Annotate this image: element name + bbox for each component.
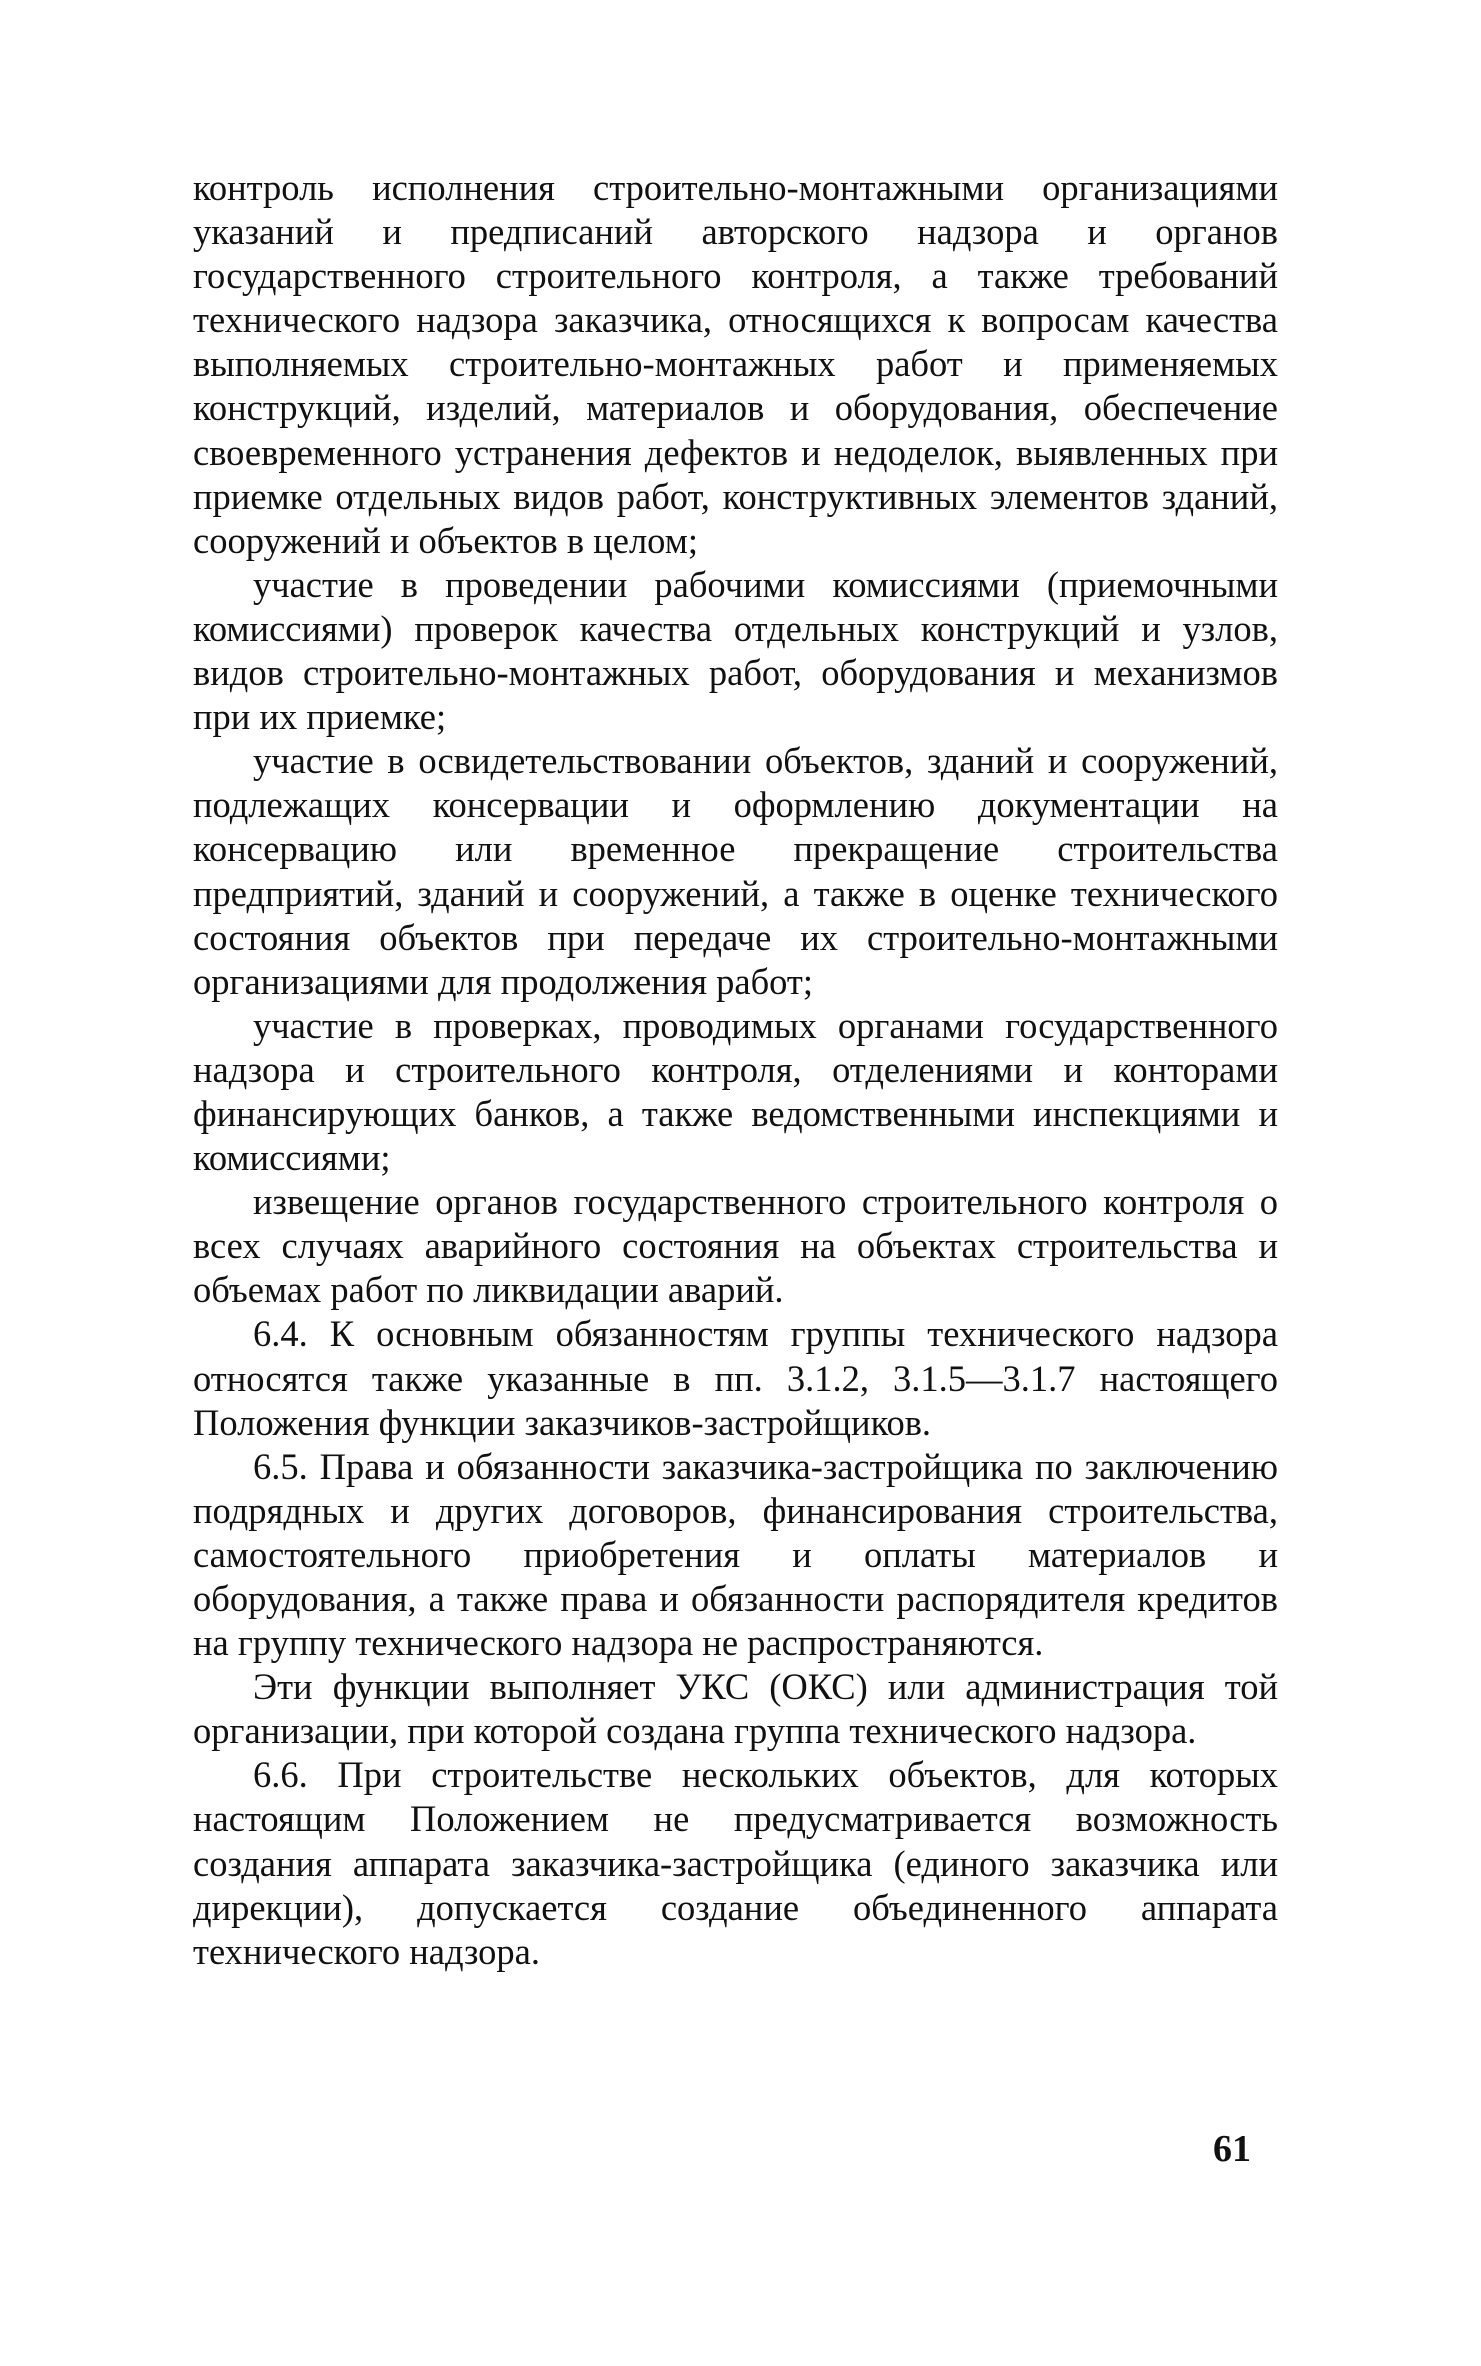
paragraph-control-execution: контроль исполнения строительно-монтажными организациями указаний и предписаний авторского надзора и органов государственного строительного контроля, а также требований технического надзора заказчика, относящихся к вопросам качества выполняемых строительно-монтажных работ и применяемых конструкций, изделий, материалов и оборудования, обеспечение своевременного устранения дефектов и недоделок, выявленных при приемке отдельных видов работ, конструктивных элементов зданий, сооружений и объектов в целом; (193, 167, 1278, 561)
paragraph-uks-functions: Эти функции выполняет УКС (ОКС) или администрация той организации, при которой создана группа технического надзора. (193, 1666, 1278, 1752)
paragraph-6-4: 6.4. К основным обязанностям группы технического надзора относятся также указанные в пп. 3.1.2, 3.1.5—3.1.7 настоящего Положения функции заказчиков-застройщиков. (193, 1313, 1278, 1443)
paragraph-conservation-inspection: участие в освидетельствовании объектов, зданий и сооружений, подлежащих консервации и оформлению документации на консервацию или временное прекращение строительства предприятий, зданий и сооружений, а также в оценке технического состояния объектов при передаче их строительно-монтажными организациями для продолжения работ; (193, 740, 1278, 1002)
paragraph-emergency-notification: извещение органов государственного строительного контроля о всех случаях аварийного состояния на объектах строительства и объемах работ по ликвидации аварий. (193, 1181, 1278, 1311)
page-number: 61 (1213, 2128, 1251, 2170)
page-body (193, 166, 1278, 1974)
paragraph-state-supervision-checks: участие в проверках, проводимых органами государственного надзора и строительного контроля, отделениями и конторами финансирующих банков, а также ведомственными инспекциями и комиссиями; (193, 1004, 1278, 1179)
paragraph-6-6: 6.6. При строительстве нескольких объектов, для которых настоящим Положением не предусматривается возможность создания аппарата заказчика-застройщика (единого заказчика или дирекции), допускается создание объединенного аппарата технического надзора. (193, 1754, 1278, 1972)
paragraph-6-5: 6.5. Права и обязанности заказчика-застройщика по заключению подрядных и других договоров, финансирования строительства, самостоятельного приобретения и оплаты материалов и оборудования, а также права и обязанности распорядителя кредитов на группу технического надзора не распространяются. (193, 1445, 1278, 1664)
paragraph-acceptance-commissions: участие в проведении рабочими комиссиями (приемочными комиссиями) проверок качества отдельных конструкций и узлов, видов строительно-монтажных работ, оборудования и механизмов при их приемке; (193, 563, 1278, 738)
